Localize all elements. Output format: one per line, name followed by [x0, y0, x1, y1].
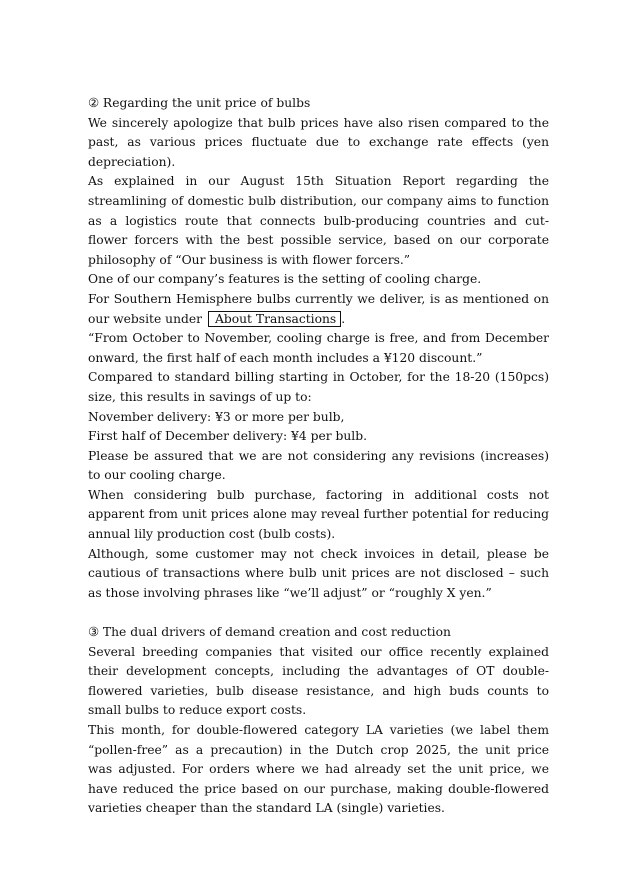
paragraph-line: As explained in our August 15th Situation Report regarding the [88, 174, 549, 189]
section-3-heading: ③ The dual drivers of demand creation and cost reduction [88, 625, 451, 640]
section-spacer [88, 603, 549, 623]
paragraph-line: to our cooling charge. [88, 468, 226, 483]
paragraph-line: past, as various prices fluctuate due to exchange rate effects (yen [88, 135, 549, 150]
paragraph-line: depreciation). [88, 154, 176, 169]
about-transactions-link[interactable]: About Transactions [208, 311, 341, 327]
paragraph-line: onward, the first half of each month includes a ¥120 discount.” [88, 350, 483, 365]
paragraph-line: their development concepts, including the advantages of OT double- [88, 664, 549, 679]
website-prefix: our website under [88, 311, 203, 326]
paragraph-line: For Southern Hemisphere bulbs currently we deliver, is as mentioned on [88, 291, 549, 306]
paragraph-line: First half of December delivery: ¥4 per bulb. [88, 429, 368, 444]
paragraph-line: was adjusted. For orders where we had already set the unit price, we [88, 762, 549, 777]
paragraph-line: flower forcers with the best possible service, based on our corporate [88, 233, 549, 248]
paragraph-line: We sincerely apologize that bulb prices have also risen compared to the [88, 115, 549, 130]
paragraph-line: as a logistics route that connects bulb-producing countries and cut- [88, 213, 549, 228]
paragraph-line: Compared to standard billing starting in October, for the 18-20 (150pcs) [88, 370, 549, 385]
paragraph-line: streamlining of domestic bulb distribution, our company aims to function [88, 193, 549, 208]
paragraph-line: flowered varieties, bulb disease resistance, and high buds counts to [88, 683, 549, 698]
paragraph-line: “From October to November, cooling charge is free, and from December [88, 331, 549, 346]
paragraph-line: Please be assured that we are not considering any revisions (increases) [88, 448, 549, 463]
paragraph-line: November delivery: ¥3 or more per bulb, [88, 409, 345, 424]
document-page [88, 94, 549, 819]
website-suffix: . [341, 311, 346, 326]
paragraph-line: “pollen-free” as a precaution) in the Dutch crop 2025, the unit price [88, 742, 549, 757]
paragraph-line: cautious of transactions where bulb unit prices are not disclosed – such [88, 566, 549, 581]
paragraph-line: size, this results in savings of up to: [88, 389, 312, 404]
paragraph-line: annual lily production cost (bulb costs). [88, 527, 336, 542]
website-reference-line [88, 310, 549, 330]
paragraph-line: as those involving phrases like “we’ll adjust” or “roughly X yen.” [88, 585, 492, 600]
paragraph-line: apparent from unit prices alone may reveal further potential for reducing [88, 507, 549, 522]
paragraph-line: Several breeding companies that visited our office recently explained [88, 644, 549, 659]
paragraph-line: When considering bulb purchase, factoring in additional costs not [88, 487, 549, 502]
paragraph-line: philosophy of “Our business is with flower forcers.” [88, 252, 411, 267]
paragraph-line: have reduced the price based on our purchase, making double-flowered [88, 781, 549, 796]
paragraph-line: This month, for double-flowered category LA varieties (we label them [88, 723, 549, 737]
paragraph-line: Although, some customer may not check invoices in detail, please be [88, 546, 549, 561]
paragraph-line: One of our company’s features is the setting of cooling charge. [88, 272, 482, 287]
section-2-heading: ② Regarding the unit price of bulbs [88, 96, 311, 110]
paragraph-line: varieties cheaper than the standard LA (single) varieties. [88, 801, 445, 816]
paragraph-line: small bulbs to reduce export costs. [88, 703, 307, 718]
